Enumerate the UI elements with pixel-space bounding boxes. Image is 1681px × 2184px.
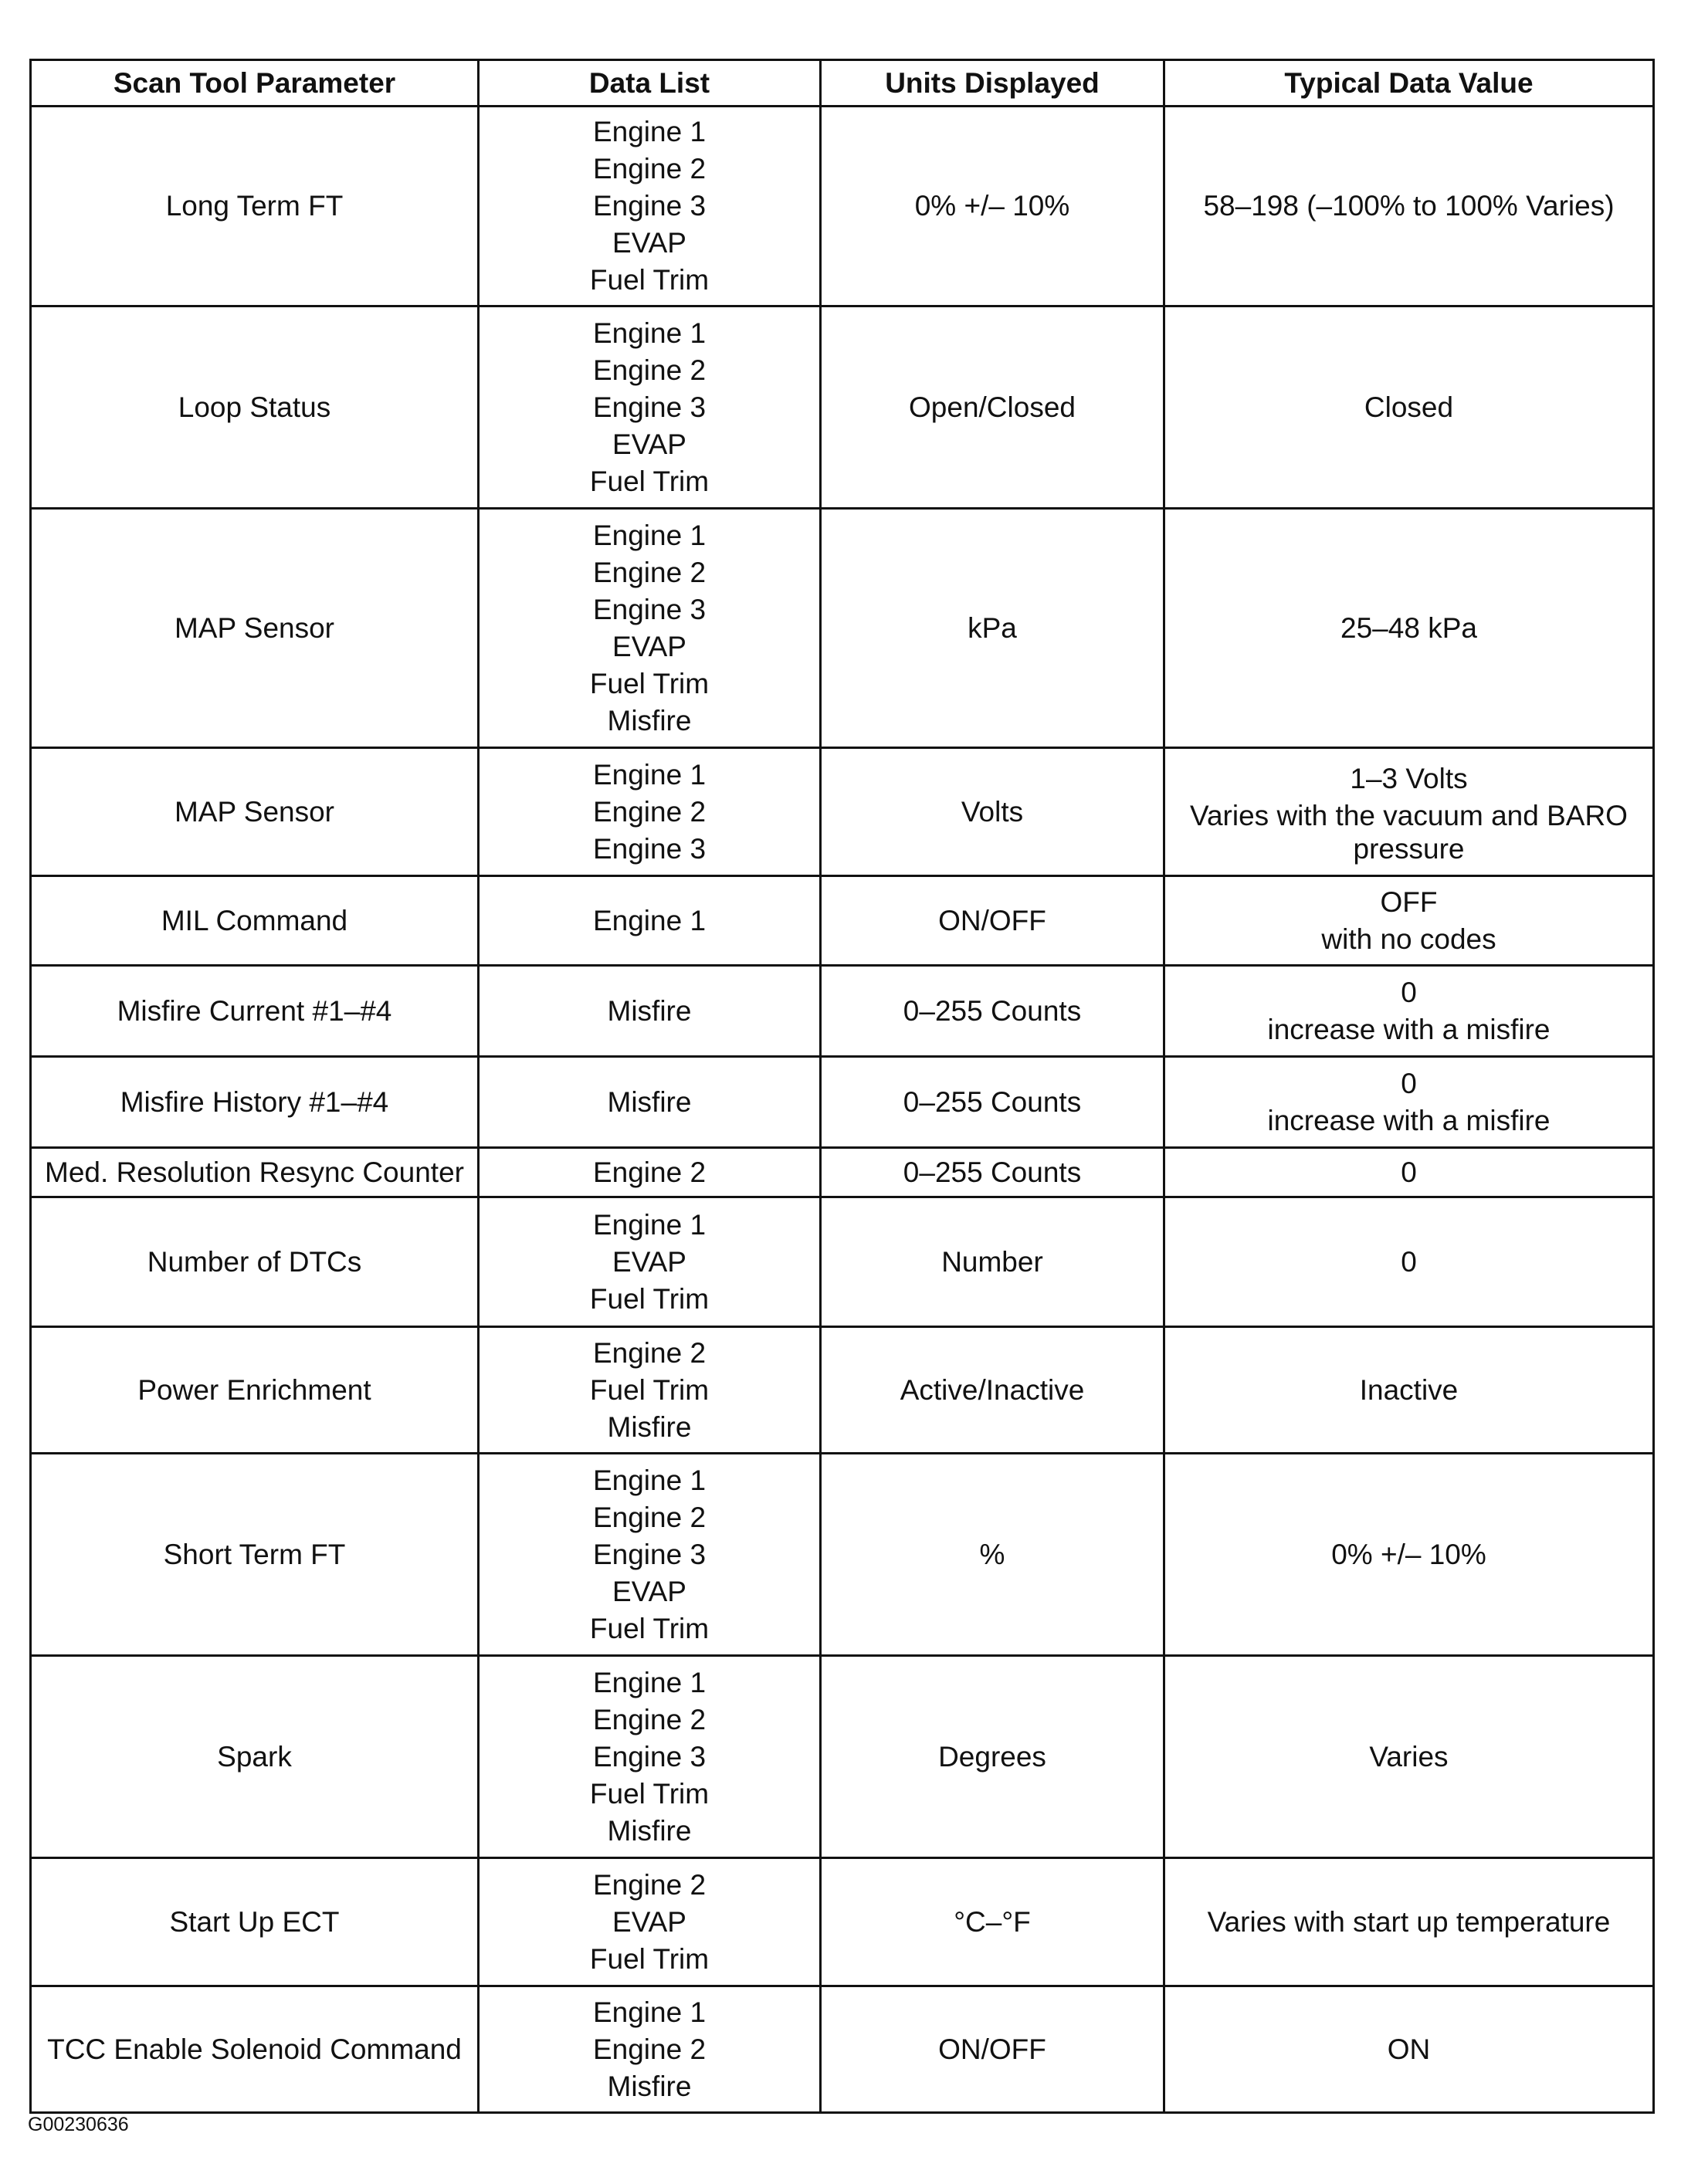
table-row [31, 107, 1654, 306]
header-data-list: Data List [479, 60, 821, 107]
typical-value-line: 0% +/– 10% [1331, 1538, 1486, 1570]
data-list-item: Engine 3 [592, 1538, 707, 1570]
cell-units-displayed: ON/OFF [821, 1986, 1164, 2113]
cell-typical-data-value [1164, 1454, 1654, 1656]
data-list-item: Fuel Trim [589, 465, 710, 497]
cell-typical-data-value [1164, 1148, 1654, 1197]
cell-units-displayed: 0% +/– 10% [821, 107, 1164, 306]
data-list-item: Engine 2 [592, 1703, 707, 1735]
cell-typical-data-value [1164, 876, 1654, 966]
cell-data-list [479, 1858, 821, 1986]
data-list-item: Fuel Trim [589, 1942, 710, 1975]
table-row [31, 1656, 1654, 1858]
cell-scan-tool-parameter: Loop Status [31, 306, 479, 509]
table-row [31, 1986, 1654, 2113]
cell-typical-data-value [1164, 509, 1654, 748]
cell-scan-tool-parameter: MAP Sensor [31, 748, 479, 876]
data-list-item: Engine 3 [592, 832, 707, 865]
header-typical-data-value: Typical Data Value [1164, 60, 1654, 107]
cell-scan-tool-parameter: Power Enrichment [31, 1327, 479, 1454]
cell-data-list [479, 1057, 821, 1148]
cell-units-displayed: Active/Inactive [821, 1327, 1164, 1454]
cell-units-displayed: ON/OFF [821, 876, 1164, 966]
data-list-item: Engine 1 [592, 1666, 707, 1698]
table-row [31, 748, 1654, 876]
cell-data-list [479, 509, 821, 748]
cell-scan-tool-parameter: Misfire History #1–#4 [31, 1057, 479, 1148]
cell-units-displayed: Open/Closed [821, 306, 1164, 509]
data-list-item: Engine 2 [592, 1336, 707, 1369]
data-list-item: Fuel Trim [589, 1612, 710, 1644]
data-list-item: Engine 1 [592, 1996, 707, 2028]
data-list-item: Engine 3 [592, 190, 707, 222]
data-list-item: Engine 1 [592, 317, 707, 349]
data-list-item: Fuel Trim [589, 264, 710, 296]
cell-units-displayed: Degrees [821, 1656, 1164, 1858]
data-list-item: Misfire [607, 1085, 692, 1118]
cell-units-displayed: kPa [821, 509, 1164, 748]
cell-scan-tool-parameter: Start Up ECT [31, 1858, 479, 1986]
cell-typical-data-value [1164, 107, 1654, 306]
typical-value-line: Varies with the vacuum and BARO [1190, 799, 1628, 831]
cell-units-displayed: Volts [821, 748, 1164, 876]
figure-id: G00230636 [28, 2114, 129, 2135]
cell-typical-data-value [1164, 306, 1654, 509]
data-list-item: Misfire [607, 1410, 692, 1443]
typical-value-line: pressure [1353, 832, 1465, 865]
data-list-item: Misfire [607, 2070, 692, 2102]
data-list-item: EVAP [612, 1245, 686, 1278]
typical-value-line: 1–3 Volts [1350, 762, 1468, 794]
cell-scan-tool-parameter: Spark [31, 1656, 479, 1858]
typical-value-line: Closed [1364, 391, 1454, 423]
typical-value-line: ON [1387, 2033, 1431, 2065]
table-row [31, 306, 1654, 509]
data-list-item: Engine 3 [592, 1740, 707, 1773]
cell-scan-tool-parameter: TCC Enable Solenoid Command [31, 1986, 479, 2113]
data-list-item: Fuel Trim [589, 1282, 710, 1315]
data-list-item: EVAP [612, 1905, 686, 1938]
cell-data-list [479, 748, 821, 876]
typical-value-line: Varies with start up temperature [1207, 1905, 1611, 1938]
typical-value-line: Varies [1369, 1740, 1449, 1773]
data-list-item: Engine 1 [592, 1464, 707, 1496]
data-list-item: Engine 2 [592, 354, 707, 386]
typical-value-line: increase with a misfire [1267, 1013, 1551, 1045]
data-list-item: Fuel Trim [589, 1373, 710, 1406]
header-scan-tool-parameter: Scan Tool Parameter [31, 60, 479, 107]
table-row [31, 1148, 1654, 1197]
table-row [31, 966, 1654, 1057]
data-list-item: Engine 2 [592, 153, 707, 185]
cell-units-displayed: % [821, 1454, 1164, 1656]
data-list-item: Misfire [607, 1814, 692, 1847]
data-list-item: Engine 3 [592, 593, 707, 625]
scan-tool-data-table [29, 59, 1655, 2114]
cell-data-list [479, 876, 821, 966]
table-body [31, 107, 1654, 2113]
data-list-item: Fuel Trim [589, 667, 710, 699]
cell-data-list [479, 107, 821, 306]
cell-data-list [479, 1327, 821, 1454]
cell-units-displayed: °C–°F [821, 1858, 1164, 1986]
data-list-item: Engine 1 [592, 1208, 707, 1241]
cell-data-list [479, 1986, 821, 2113]
data-list-item: Engine 1 [592, 758, 707, 791]
typical-value-line: 0 [1401, 1156, 1417, 1188]
header-units-displayed: Units Displayed [821, 60, 1164, 107]
cell-scan-tool-parameter: MAP Sensor [31, 509, 479, 748]
header-row [31, 60, 1654, 107]
data-list-item: Fuel Trim [589, 1777, 710, 1810]
cell-units-displayed: 0–255 Counts [821, 966, 1164, 1057]
cell-scan-tool-parameter: Short Term FT [31, 1454, 479, 1656]
table-row [31, 1057, 1654, 1148]
cell-units-displayed: Number [821, 1197, 1164, 1327]
data-list-item: Engine 2 [592, 1501, 707, 1533]
typical-value-line: increase with a misfire [1267, 1104, 1551, 1136]
table-row [31, 1454, 1654, 1656]
data-list-item: Engine 2 [592, 1868, 707, 1901]
cell-scan-tool-parameter: Number of DTCs [31, 1197, 479, 1327]
table-row [31, 876, 1654, 966]
data-list-item: EVAP [612, 630, 686, 662]
cell-typical-data-value [1164, 1197, 1654, 1327]
cell-units-displayed: 0–255 Counts [821, 1057, 1164, 1148]
cell-data-list [479, 1148, 821, 1197]
cell-typical-data-value [1164, 966, 1654, 1057]
data-list-item: Engine 1 [592, 116, 707, 147]
data-list-item: EVAP [612, 227, 686, 259]
data-list-item: Engine 2 [592, 2033, 707, 2065]
typical-value-line: 0 [1401, 1245, 1417, 1278]
typical-value-line: 0 [1401, 976, 1417, 1008]
typical-value-line: 0 [1401, 1067, 1417, 1099]
cell-typical-data-value [1164, 1858, 1654, 1986]
cell-data-list [479, 1197, 821, 1327]
data-list-item: Misfire [607, 994, 692, 1027]
cell-data-list [479, 1454, 821, 1656]
cell-data-list [479, 1656, 821, 1858]
table-row [31, 1197, 1654, 1327]
table-row [31, 509, 1654, 748]
data-list-item: Misfire [607, 704, 692, 736]
table-row [31, 1858, 1654, 1986]
data-list-item: EVAP [612, 428, 686, 460]
cell-scan-tool-parameter: Med. Resolution Resync Counter [31, 1148, 479, 1197]
data-list-item: Engine 3 [592, 391, 707, 423]
cell-data-list [479, 966, 821, 1057]
cell-typical-data-value [1164, 748, 1654, 876]
cell-typical-data-value [1164, 1986, 1654, 2113]
cell-data-list [479, 306, 821, 509]
cell-scan-tool-parameter: Long Term FT [31, 107, 479, 306]
data-list-item: Engine 2 [592, 795, 707, 828]
typical-value-line: OFF [1380, 885, 1438, 918]
data-list-item: Engine 2 [592, 1156, 707, 1188]
typical-value-line: with no codes [1321, 923, 1496, 955]
cell-scan-tool-parameter: MIL Command [31, 876, 479, 966]
cell-typical-data-value [1164, 1057, 1654, 1148]
data-list-item: Engine 1 [592, 904, 707, 936]
cell-typical-data-value [1164, 1656, 1654, 1858]
data-list-item: Engine 2 [592, 556, 707, 588]
cell-units-displayed: 0–255 Counts [821, 1148, 1164, 1197]
typical-value-line: Inactive [1359, 1373, 1459, 1406]
cell-typical-data-value [1164, 1327, 1654, 1454]
data-list-item: Engine 1 [592, 519, 707, 551]
table-row [31, 1327, 1654, 1454]
data-list-item: EVAP [612, 1575, 686, 1607]
cell-scan-tool-parameter: Misfire Current #1–#4 [31, 966, 479, 1057]
typical-value-line: 25–48 kPa [1340, 611, 1477, 644]
typical-value-line: 58–198 (–100% to 100% Varies) [1203, 190, 1615, 222]
